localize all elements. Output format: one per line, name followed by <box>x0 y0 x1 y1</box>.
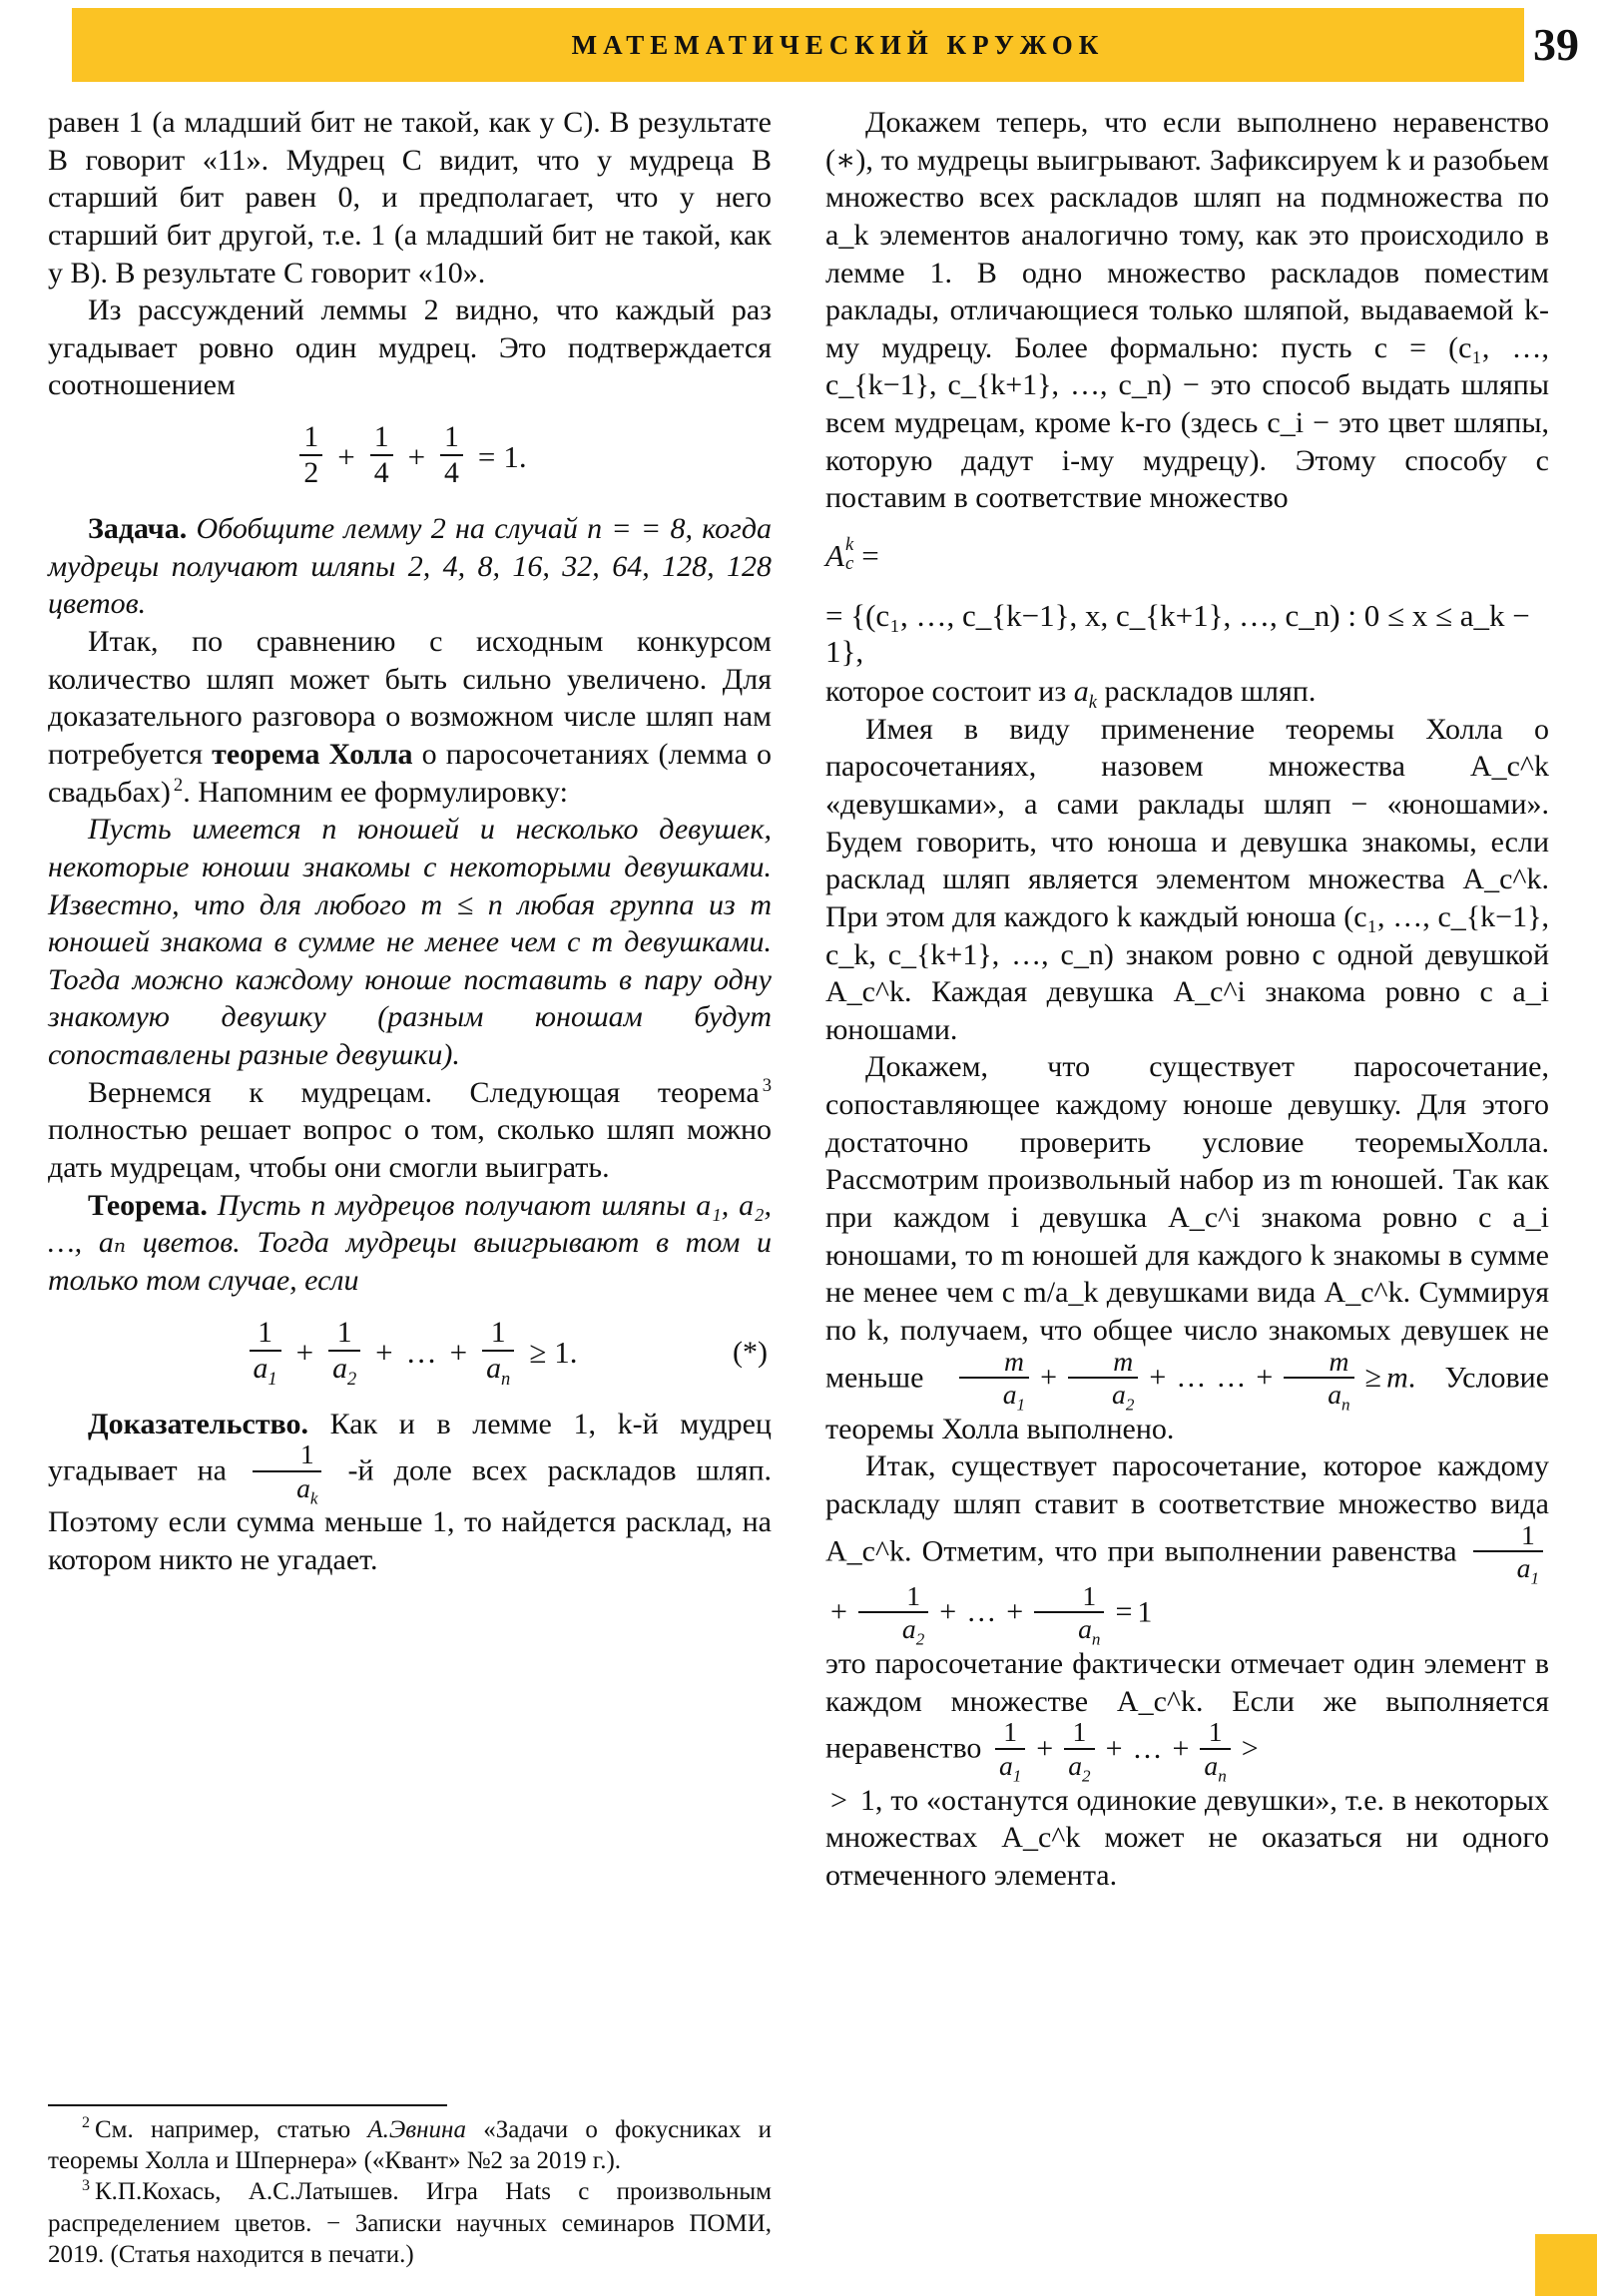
symbol-a: a <box>296 1471 310 1503</box>
fraction-one-quarter-b <box>440 422 463 488</box>
symbol-a: a <box>1204 1749 1219 1781</box>
footnote-2-marker: 2 <box>82 2114 90 2132</box>
formula-rhs: 1 <box>859 1783 875 1817</box>
fraction-numerator: 1 <box>373 420 389 454</box>
plus-operator: + <box>1149 1361 1167 1395</box>
symbol-a: a <box>901 1613 916 1645</box>
equals-operator: = <box>1115 1595 1133 1629</box>
footnote-2-author: А.Эвнина <box>367 2115 466 2143</box>
plus-operator: + <box>1256 1361 1274 1395</box>
footnote-3-text: К.П.Кохась, А.С.Латышев. Игра Hats с произвольным распределением цветов. − Записки научных семинаров ПОМИ, 2019. (Статья находится в печати.) <box>48 2178 772 2268</box>
plus-operator: + <box>295 1334 314 1370</box>
formula-period: . <box>518 439 527 475</box>
fraction-numerator: 1 <box>490 1315 506 1349</box>
ellipsis: … <box>966 1595 997 1629</box>
fraction-one-half <box>299 422 322 488</box>
page-number: 39 <box>1533 19 1579 70</box>
fraction-denominator <box>1200 1748 1230 1786</box>
plus-operator: + <box>1036 1731 1054 1765</box>
subscript-1: 1 <box>267 1368 277 1389</box>
right-paragraph-8-text: , то «останутся одинокие девушки», т.е. в некоторых множествах A_c^k может не оказаться ни одного отмеченного элемента. <box>825 1783 1549 1892</box>
footnote-marker-3: 3 <box>762 1074 772 1096</box>
gt-operator: > <box>1241 1731 1259 1765</box>
fraction-denominator: 4 <box>370 454 393 488</box>
subscript-2: 2 <box>915 1629 925 1649</box>
right-paragraph-2 <box>825 673 1549 714</box>
symbol-a: a <box>1516 1552 1531 1584</box>
fraction-denominator <box>858 1611 928 1649</box>
theorem-text: Пусть n мудрецов получают шляпы a₁, a₂, …, aₙ цветов. Тогда мудрецы выигрывают в том и только том случае, если <box>48 1188 772 1297</box>
equals-operator: = <box>477 439 496 475</box>
fraction-numerator: 1 <box>336 1315 352 1349</box>
proof-text-b: -й доле всех раскладов шляп. Поэтому если сумма меньше 1, то найдется расклад, на котором никто не угадает. <box>48 1453 772 1577</box>
fraction-one-over-a2-eq <box>858 1579 928 1649</box>
fraction-one-over-an-eq <box>1034 1579 1104 1649</box>
set-symbol-A-c-k <box>825 533 854 575</box>
fraction-denominator: 2 <box>299 454 322 488</box>
fraction-m-over-a2 <box>1068 1345 1138 1415</box>
right-paragraph-8 <box>825 1782 1549 1895</box>
symbol-a: a <box>1002 1379 1017 1411</box>
right-paragraph-3 <box>825 711 1549 1049</box>
fraction-numerator: 1 <box>906 1579 920 1611</box>
proof-paragraph <box>48 1406 772 1579</box>
symbol-a-k <box>1073 675 1097 714</box>
plus-operator: + <box>407 439 426 475</box>
fraction-denominator <box>250 1350 281 1389</box>
fraction-one-over-a1-eq <box>1473 1518 1543 1588</box>
paragraph-3-text-c: . Напомним ее формулировку: <box>183 775 568 809</box>
right-paragraph-7-text: это паросочетание фактически отмечает один элемент в каждом множестве A_c^k. Если же выполняется неравенство <box>825 1647 1549 1765</box>
right-paragraph-1-text: Докажем теперь, что если выполнено неравенство (∗), то мудрецы выигрывают. Зафиксируем k и разобьем множество всех раскладов шляп на подмножества по a_k элементов аналогично тому, как это происходило в лемме 1. В одно множество раскладов поместим раклады, отличающиеся только шляпой, выдаваемой k-му мудрецу. Более формально: пусть c = (c₁, …, c_{k−1}, c_{k+1}, …, c_n) − это способ выдать шляпы всем мудрецам, кроме k-го (здесь c_i − это цвет шляпы, которую дадут i-му мудрецу). Этому способу c поставим в соответствие множество <box>825 106 1549 515</box>
proof-label: Доказательство. <box>88 1407 309 1440</box>
right-paragraph-6 <box>825 1447 1549 1649</box>
symbol-a: a <box>486 1351 502 1385</box>
fraction-one-over-ak <box>253 1438 321 1508</box>
formula-star <box>48 1310 772 1396</box>
fraction-denominator <box>1034 1611 1104 1649</box>
plus-operator: + <box>1105 1731 1123 1765</box>
fraction-denominator <box>253 1470 321 1508</box>
symbol-a: a <box>998 1749 1013 1781</box>
footnote-2-text-b: «Задачи о фокусниках и теоремы Холла и Шпернера» («Квант» №2 за 2019 г.). <box>48 2115 772 2174</box>
plus-operator: + <box>830 1595 847 1629</box>
hall-statement <box>48 811 772 1073</box>
equation-tag-star: (*) <box>733 1335 768 1369</box>
fraction-numerator: m <box>1003 1345 1024 1377</box>
footnote-3 <box>48 2176 772 2270</box>
plus-operator: + <box>375 1334 393 1370</box>
footnotes-block <box>48 2090 772 2270</box>
right-paragraph-4-text: Докажем, что существует паросочетание, сопоставляющее каждому юноше девушку. Для этого достаточно проверить условие теоремыХолла. Рассмотрим произвольный набор из m юношей. Так как при каждом i девушка A_c^i знакома ровно с a_i юношами, то m юношей для каждого k знакомы в сумме не менее чем с m/a_k девушками вида A_c^k. Суммируя по k, получаем, что общее число знакомых девушек не меньше <box>825 1050 1549 1395</box>
sup-sub-group <box>844 533 854 574</box>
fraction-numerator: 1 <box>1072 1716 1087 1748</box>
right-paragraph-2-text-a: которое состоит из <box>825 675 1074 709</box>
footnote-marker-2: 2 <box>173 774 184 796</box>
fraction-numerator: 1 <box>303 420 319 454</box>
paragraph-3-text-a: Итак, по сравнению с исходным конкурсом количество шляп может быть сильно увеличено. Для доказательного разговора о возможном числе шляп нам потребуется <box>48 625 772 771</box>
fraction-one-over-a2 <box>328 1315 360 1389</box>
subscript-1: 1 <box>1016 1395 1026 1415</box>
footnote-2 <box>48 2114 772 2177</box>
right-paragraph-7 <box>825 1645 1549 1786</box>
ellipsis: … <box>1132 1731 1163 1765</box>
symbol-m: m <box>1386 1361 1408 1395</box>
right-paragraph-3-text: Имея в виду применение теоремы Холла о паросочетаниях, назовем множества A_c^k «девушками», а сами раклады шляп − «юношами». Будем говорить, что юноша и девушка знакомы, если расклад шляп является элементом множества A_c^k. При этом для каждого k каждый юноша (c₁, …, c_{k−1}, c_k, c_{k+1}, …, c_n) знаком ровно с одной девушкой A_c^k. Каждая девушка A_c^i знакома ровно с a_i юношами. <box>825 712 1549 1046</box>
left-column <box>48 104 772 2270</box>
paragraph-4-text-b: полностью решает вопрос о том, сколько шляп можно дать мудрецам, чтобы они смогли выиграть. <box>48 1113 772 1185</box>
fraction-numerator: 1 <box>1082 1579 1097 1611</box>
fraction-one-over-a2-gt <box>1064 1716 1094 1786</box>
fraction-m-over-an <box>1284 1345 1353 1415</box>
formula-period: . <box>569 1334 578 1370</box>
right-column <box>825 104 1549 2270</box>
subscript-1: 1 <box>1012 1766 1022 1786</box>
fraction-numerator: m <box>1329 1345 1349 1377</box>
fraction-numerator: 1 <box>1208 1716 1223 1748</box>
fraction-numerator: 1 <box>1003 1716 1018 1748</box>
symbol-a: a <box>1073 675 1089 709</box>
page-title: МАТЕМАТИЧЕСКИЙ КРУЖОК <box>571 30 1105 60</box>
fraction-numerator: 1 <box>299 1438 314 1470</box>
right-paragraph-4 <box>825 1048 1549 1447</box>
plus-operator: + <box>1172 1731 1190 1765</box>
fraction-one-over-an <box>482 1315 514 1389</box>
plus-operator: + <box>449 1334 468 1370</box>
subscript-k: k <box>1088 692 1097 714</box>
gt-operator-continued: > <box>830 1783 847 1817</box>
fraction-numerator: 1 <box>258 1315 272 1349</box>
paragraph-4 <box>48 1074 772 1187</box>
fraction-denominator <box>1473 1550 1543 1588</box>
subscript-c: c <box>844 552 854 574</box>
subscript-n: n <box>1218 1766 1227 1786</box>
superscript-k: k <box>844 533 854 555</box>
formula-rhs: 1 <box>554 1334 570 1370</box>
right-paragraph-2-text-b: раскладов шляп. <box>1096 675 1317 709</box>
plus-operator: + <box>939 1595 957 1629</box>
formula-set-definition-lhs <box>825 517 1549 595</box>
hall-statement-text: Пусть имеется n юношей и несколько девушек, некоторые юноши знакомы с некоторыми девушками. Известно, что для любого m ≤ n любая группа из m юношей знакома в сумме не менее чем с m девушками. Тогда можно каждому юноше поставить в пару одну знакомую девушку (разным юношам будут сопоставлены разные девушки). <box>48 813 772 1072</box>
footnote-divider <box>48 2104 447 2106</box>
subscript-n: n <box>1091 1629 1101 1649</box>
fraction-denominator <box>328 1350 360 1389</box>
symbol-a: a <box>1068 1749 1083 1781</box>
task-text: Обобщите лемму 2 на случай n = = 8, когда мудрецы получают шляпы 2, 4, 8, 16, 32, 64, 128, 128 цветов. <box>48 512 772 621</box>
fraction-denominator: 4 <box>440 454 463 488</box>
proof-text-a: Как и в лемме 1, k-й мудрец угадывает на <box>48 1407 772 1487</box>
set-builder-expression: = {(c₁, …, c_{k−1}, x, c_{k+1}, …, c_n) : 0 ≤ x ≤ a_k − 1}, <box>825 598 1530 670</box>
fraction-one-over-a1 <box>250 1315 281 1389</box>
fraction-denominator <box>482 1350 514 1389</box>
right-paragraph-6-text: Итак, существует паросочетание, которое каждому раскладу шляп ставит в соответствие множество вида A_c^k. Отметим, что при выполнении равенства <box>825 1449 1549 1568</box>
paragraph-2 <box>48 291 772 404</box>
task-label: Задача. <box>88 512 188 546</box>
fraction-one-quarter-a <box>370 422 393 488</box>
symbol-a: a <box>332 1351 347 1385</box>
geq-operator: ≥ <box>1364 1361 1382 1395</box>
footnote-3-marker: 3 <box>82 2176 90 2194</box>
right-paragraph-5-tail: . Условие теоремы Холла выполнено. <box>825 1361 1549 1445</box>
footnotes-list <box>48 2114 772 2270</box>
corner-decoration <box>1535 2234 1597 2296</box>
task-paragraph <box>48 510 772 623</box>
symbol-a: a <box>1112 1379 1126 1411</box>
fraction-denominator <box>1284 1377 1353 1415</box>
fraction-one-over-an-gt <box>1200 1716 1230 1786</box>
subscript-2: 2 <box>346 1368 357 1389</box>
theorem-label: Теорема. <box>88 1188 208 1222</box>
header-band <box>72 8 1524 82</box>
paragraph-4-text-a: Вернемся к мудрецам. Следующая теорема <box>88 1075 760 1109</box>
subscript-n: n <box>501 1368 511 1389</box>
paragraph-3 <box>48 623 772 811</box>
paragraph-3-text-b: о паросочетаниях (лемма о свадьбах) <box>48 737 772 809</box>
right-paragraph-1 <box>825 104 1549 517</box>
symbol-a: a <box>1328 1379 1342 1411</box>
fraction-m-over-a1 <box>959 1345 1029 1415</box>
ellipsis: … <box>405 1334 437 1370</box>
formula-rhs: 1 <box>1137 1595 1153 1629</box>
plus-operator: + <box>337 439 355 475</box>
fraction-numerator: m <box>1113 1345 1134 1377</box>
paragraph-1 <box>48 104 772 291</box>
hall-theorem-bold: теорема Холла <box>212 737 413 771</box>
paragraph-2-text: Из рассуждений леммы 2 видно, что каждый раз угадывает ровно один мудрец. Это подтверждается соотношением <box>48 293 772 402</box>
theorem-paragraph <box>48 1187 772 1300</box>
symbol-a: a <box>1078 1613 1092 1645</box>
fraction-numerator: 1 <box>444 420 459 454</box>
fraction-one-over-a1-gt <box>995 1716 1025 1786</box>
ellipsis: … <box>1176 1361 1207 1395</box>
formula-rhs: 1 <box>503 439 519 475</box>
subscript-n: n <box>1341 1395 1350 1415</box>
ellipsis-2: … <box>1216 1361 1247 1395</box>
symbol-A: A <box>825 538 844 574</box>
formula-set-definition-rhs <box>825 595 1549 673</box>
subscript-k: k <box>309 1488 318 1508</box>
formula-sum-one-half <box>48 414 772 500</box>
geq-operator: ≥ <box>529 1334 547 1370</box>
fraction-denominator <box>1068 1377 1138 1415</box>
subscript-1: 1 <box>1530 1568 1540 1588</box>
subscript-2: 2 <box>1125 1395 1135 1415</box>
footnote-2-text-a: См. например, статью <box>95 2115 368 2143</box>
fraction-denominator <box>1064 1748 1094 1786</box>
subscript-2: 2 <box>1082 1766 1091 1786</box>
page-body <box>48 104 1549 2270</box>
fraction-numerator: 1 <box>1520 1518 1535 1550</box>
plus-operator: + <box>1006 1595 1024 1629</box>
fraction-denominator <box>959 1377 1029 1415</box>
paragraph-1-text: равен 1 (а младший бит не такой, как у C). В результате B говорит «11». Мудрец C видит, что у мудреца B старший бит равен 0, и предполагает, что у него старший бит другой, т.е. 1 (а младший бит не такой, как у B). В результате C говорит «10». <box>48 106 772 289</box>
fraction-denominator <box>995 1748 1025 1786</box>
symbol-a: a <box>253 1351 268 1385</box>
equals-operator: = <box>861 538 879 574</box>
plus-operator: + <box>1040 1361 1058 1395</box>
